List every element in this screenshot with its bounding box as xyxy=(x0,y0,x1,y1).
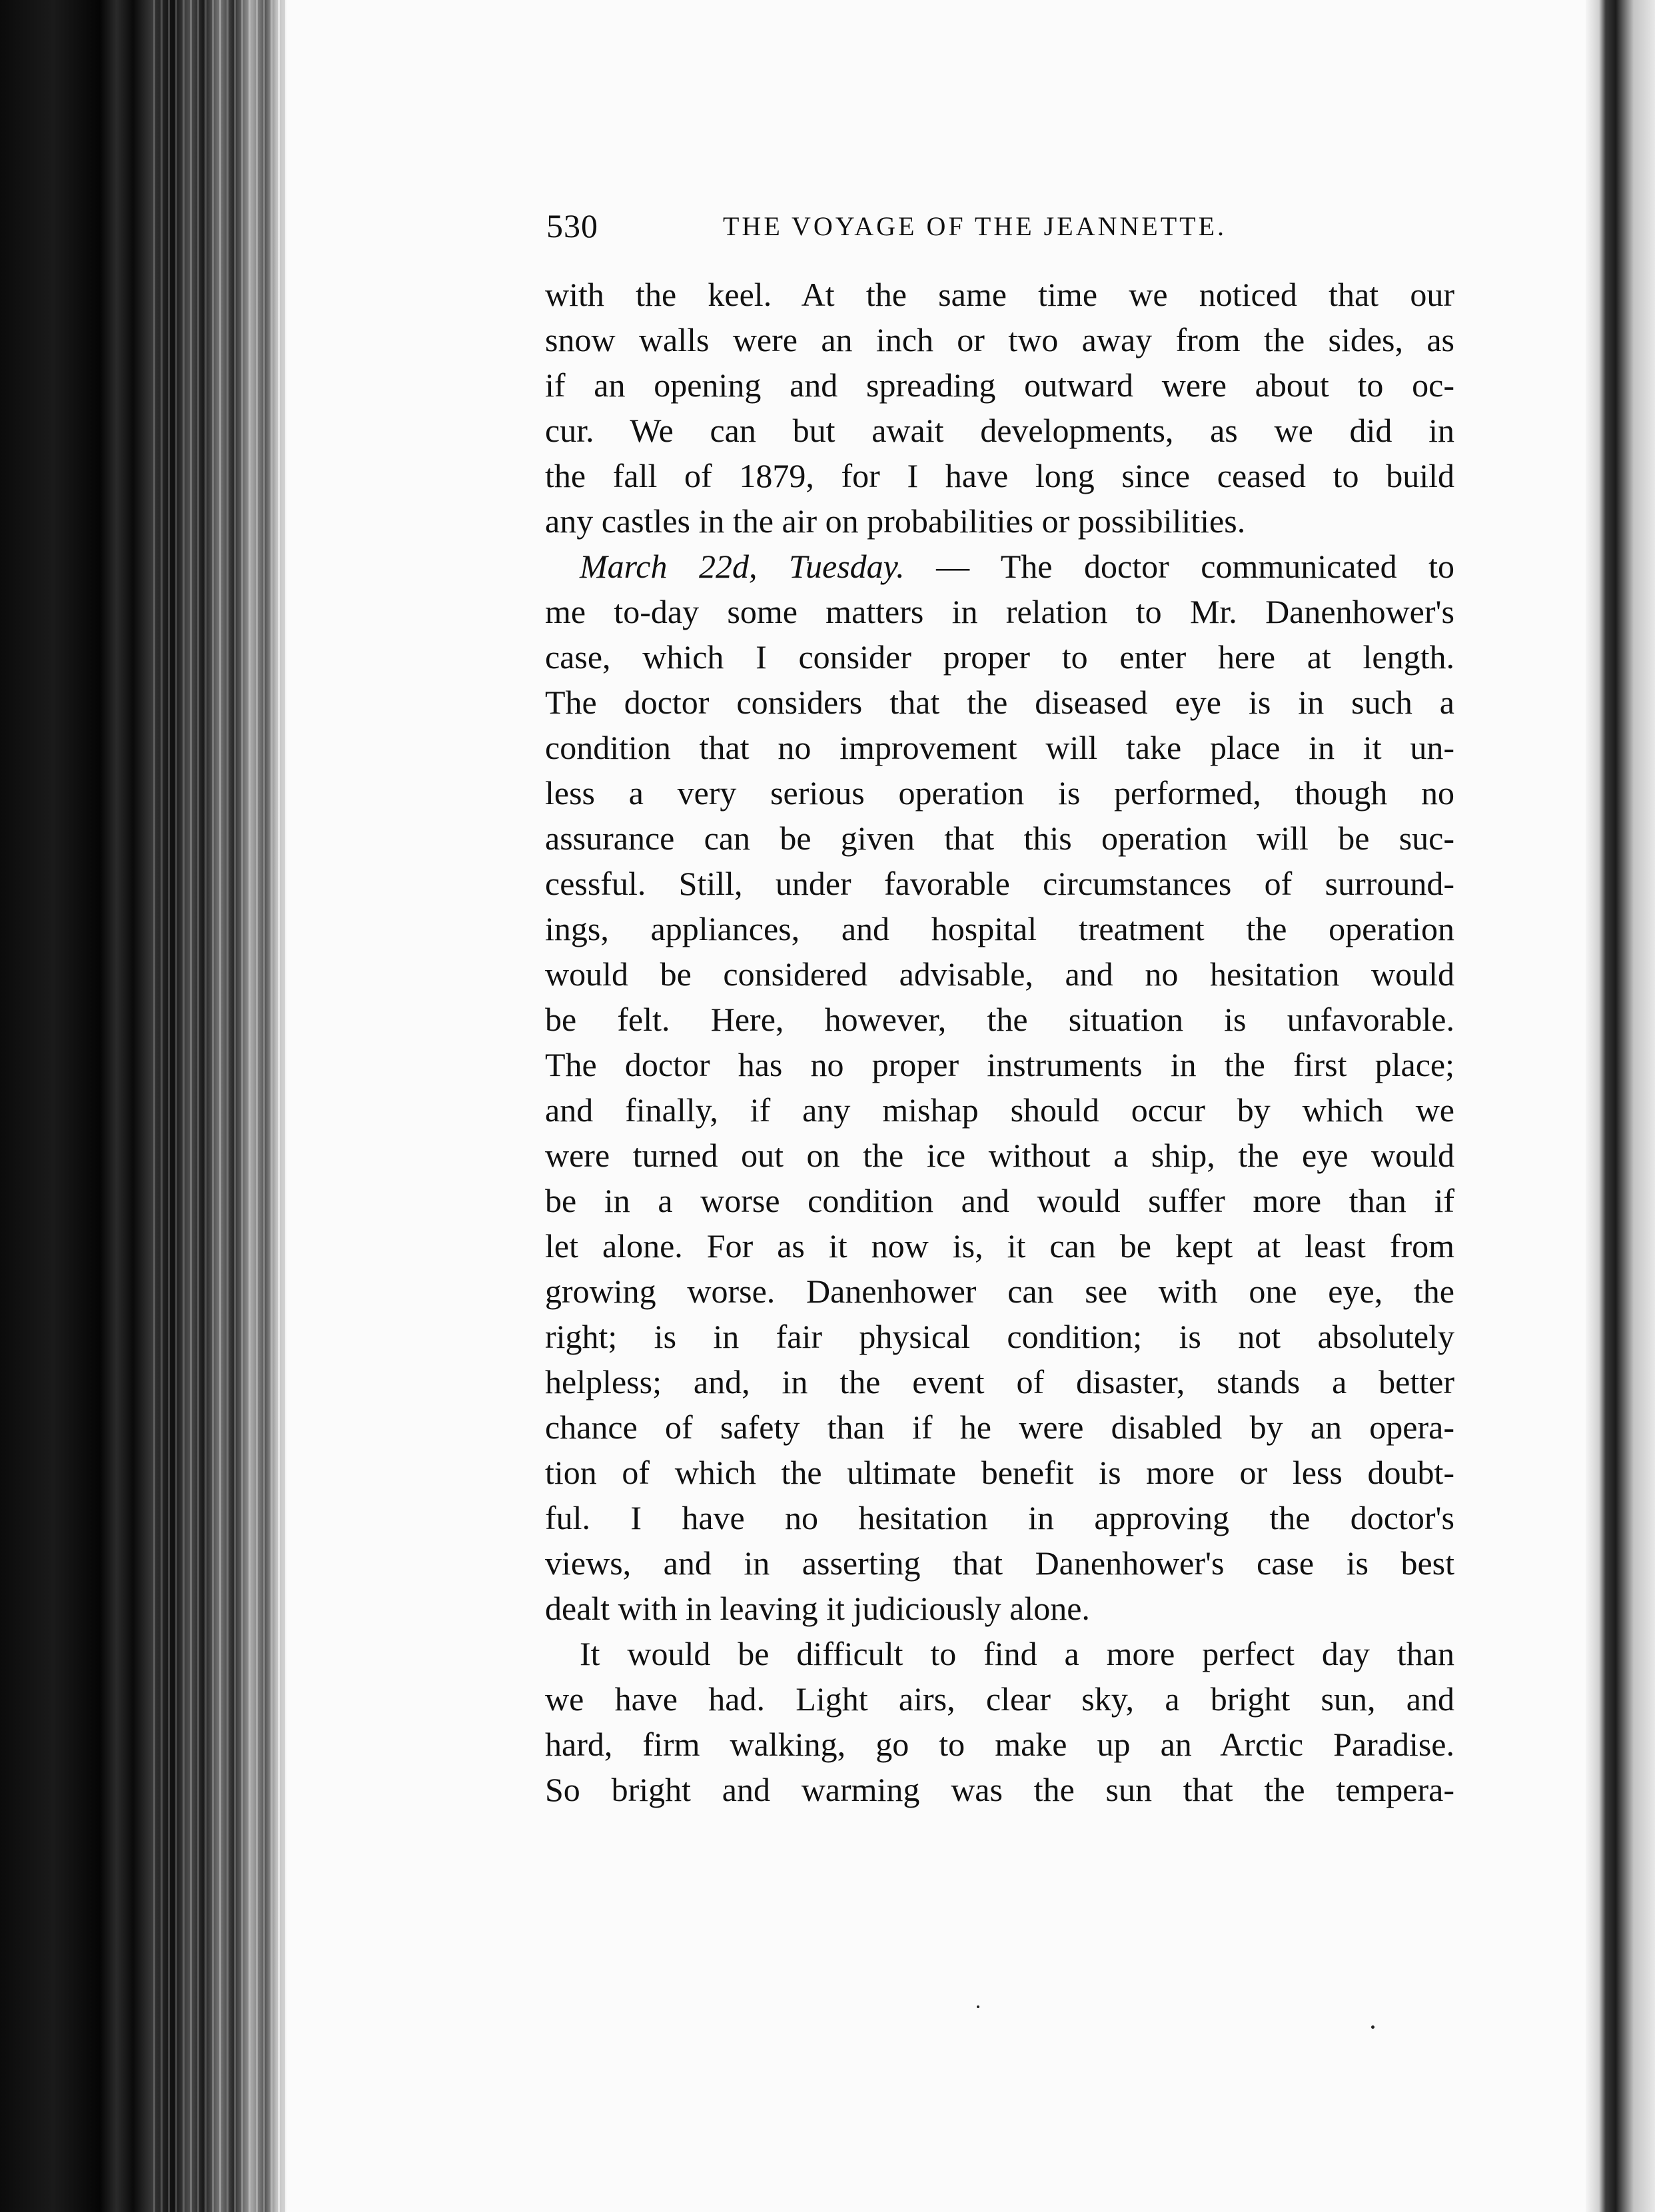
text-line: So bright and warming was the sun that the tempera- xyxy=(545,1771,1454,1808)
text-line: cur. We can but await developments, as we did in xyxy=(545,412,1454,449)
page-edges-stack xyxy=(153,0,286,2212)
text-line: with the keel. At the same time we noticed that our xyxy=(545,276,1454,313)
text-line: cessful. Still, under favorable circumstances of surround- xyxy=(545,865,1454,902)
text-line: were turned out on the ice without a ship, the eye would xyxy=(545,1137,1454,1174)
text-line: The doctor considers that the diseased eye is in such a xyxy=(545,684,1454,721)
text-line: we have had. Light airs, clear sky, a bright sun, and xyxy=(545,1680,1454,1718)
text-line: tion of which the ultimate benefit is more or less doubt- xyxy=(545,1454,1454,1491)
text-line: chance of safety than if he were disabled by an opera- xyxy=(545,1408,1454,1446)
text-line: views, and in asserting that Danenhower's case is best xyxy=(545,1544,1454,1582)
text-line: any castles in the air on probabilities or possibilities. xyxy=(545,502,1246,540)
text-line: ful. I have no hesitation in approving the doctor's xyxy=(545,1499,1454,1536)
dust-speck xyxy=(1371,2025,1375,2029)
text-line: hard, firm walking, go to make up an Arctic Paradise. xyxy=(545,1726,1454,1763)
text-line: assurance can be given that this operation will be suc- xyxy=(545,820,1454,857)
text-line-with-date xyxy=(545,544,1454,589)
text-line: helpless; and, in the event of disaster, stands a better xyxy=(545,1363,1454,1400)
body-text xyxy=(545,272,1454,1812)
text-line: ings, appliances, and hospital treatment the operation xyxy=(545,910,1454,947)
text-line: if an opening and spreading outward were about to oc- xyxy=(545,366,1454,404)
text-line: let alone. For as it now is, it can be kept at least from xyxy=(545,1227,1454,1265)
text-line: dealt with in leaving it judiciously alone. xyxy=(545,1590,1090,1627)
running-head xyxy=(546,207,1319,247)
right-page-edge xyxy=(1586,0,1655,2212)
text-line: condition that no improvement will take place in it un- xyxy=(545,729,1454,766)
text-line: be in a worse condition and would suffer more than if xyxy=(545,1182,1454,1219)
text-line: less a very serious operation is performed, though no xyxy=(545,774,1454,812)
text-line: and finally, if any mishap should occur by which we xyxy=(545,1091,1454,1129)
text-line: me to-day some matters in relation to Mr. Danenhower's xyxy=(545,593,1454,630)
text-line: It would be difficult to find a more perfect day than xyxy=(580,1635,1454,1672)
text-line-rest: The doctor communicated to xyxy=(1000,548,1454,585)
text-line: snow walls were an inch or two away from the sides, as xyxy=(545,321,1454,358)
text-line: be felt. Here, however, the situation is unfavorable. xyxy=(545,1001,1454,1038)
em-dash: — xyxy=(904,548,1001,585)
page-number: 530 xyxy=(546,207,598,245)
book-title-header: THE VOYAGE OF THE JEANNETTE. xyxy=(723,211,1227,241)
text-line: the fall of 1879, for I have long since ceased to build xyxy=(545,457,1454,494)
diary-date: March 22d, Tuesday. xyxy=(580,548,905,585)
text-line: right; is in fair physical condition; is not absolutely xyxy=(545,1318,1454,1355)
text-line: case, which I consider proper to enter here at length. xyxy=(545,638,1454,676)
text-line: The doctor has no proper instruments in the first place; xyxy=(545,1046,1454,1083)
text-line: growing worse. Danenhower can see with one eye, the xyxy=(545,1273,1454,1310)
dust-speck xyxy=(977,2005,979,2008)
text-line: would be considered advisable, and no hesitation would xyxy=(545,955,1454,993)
